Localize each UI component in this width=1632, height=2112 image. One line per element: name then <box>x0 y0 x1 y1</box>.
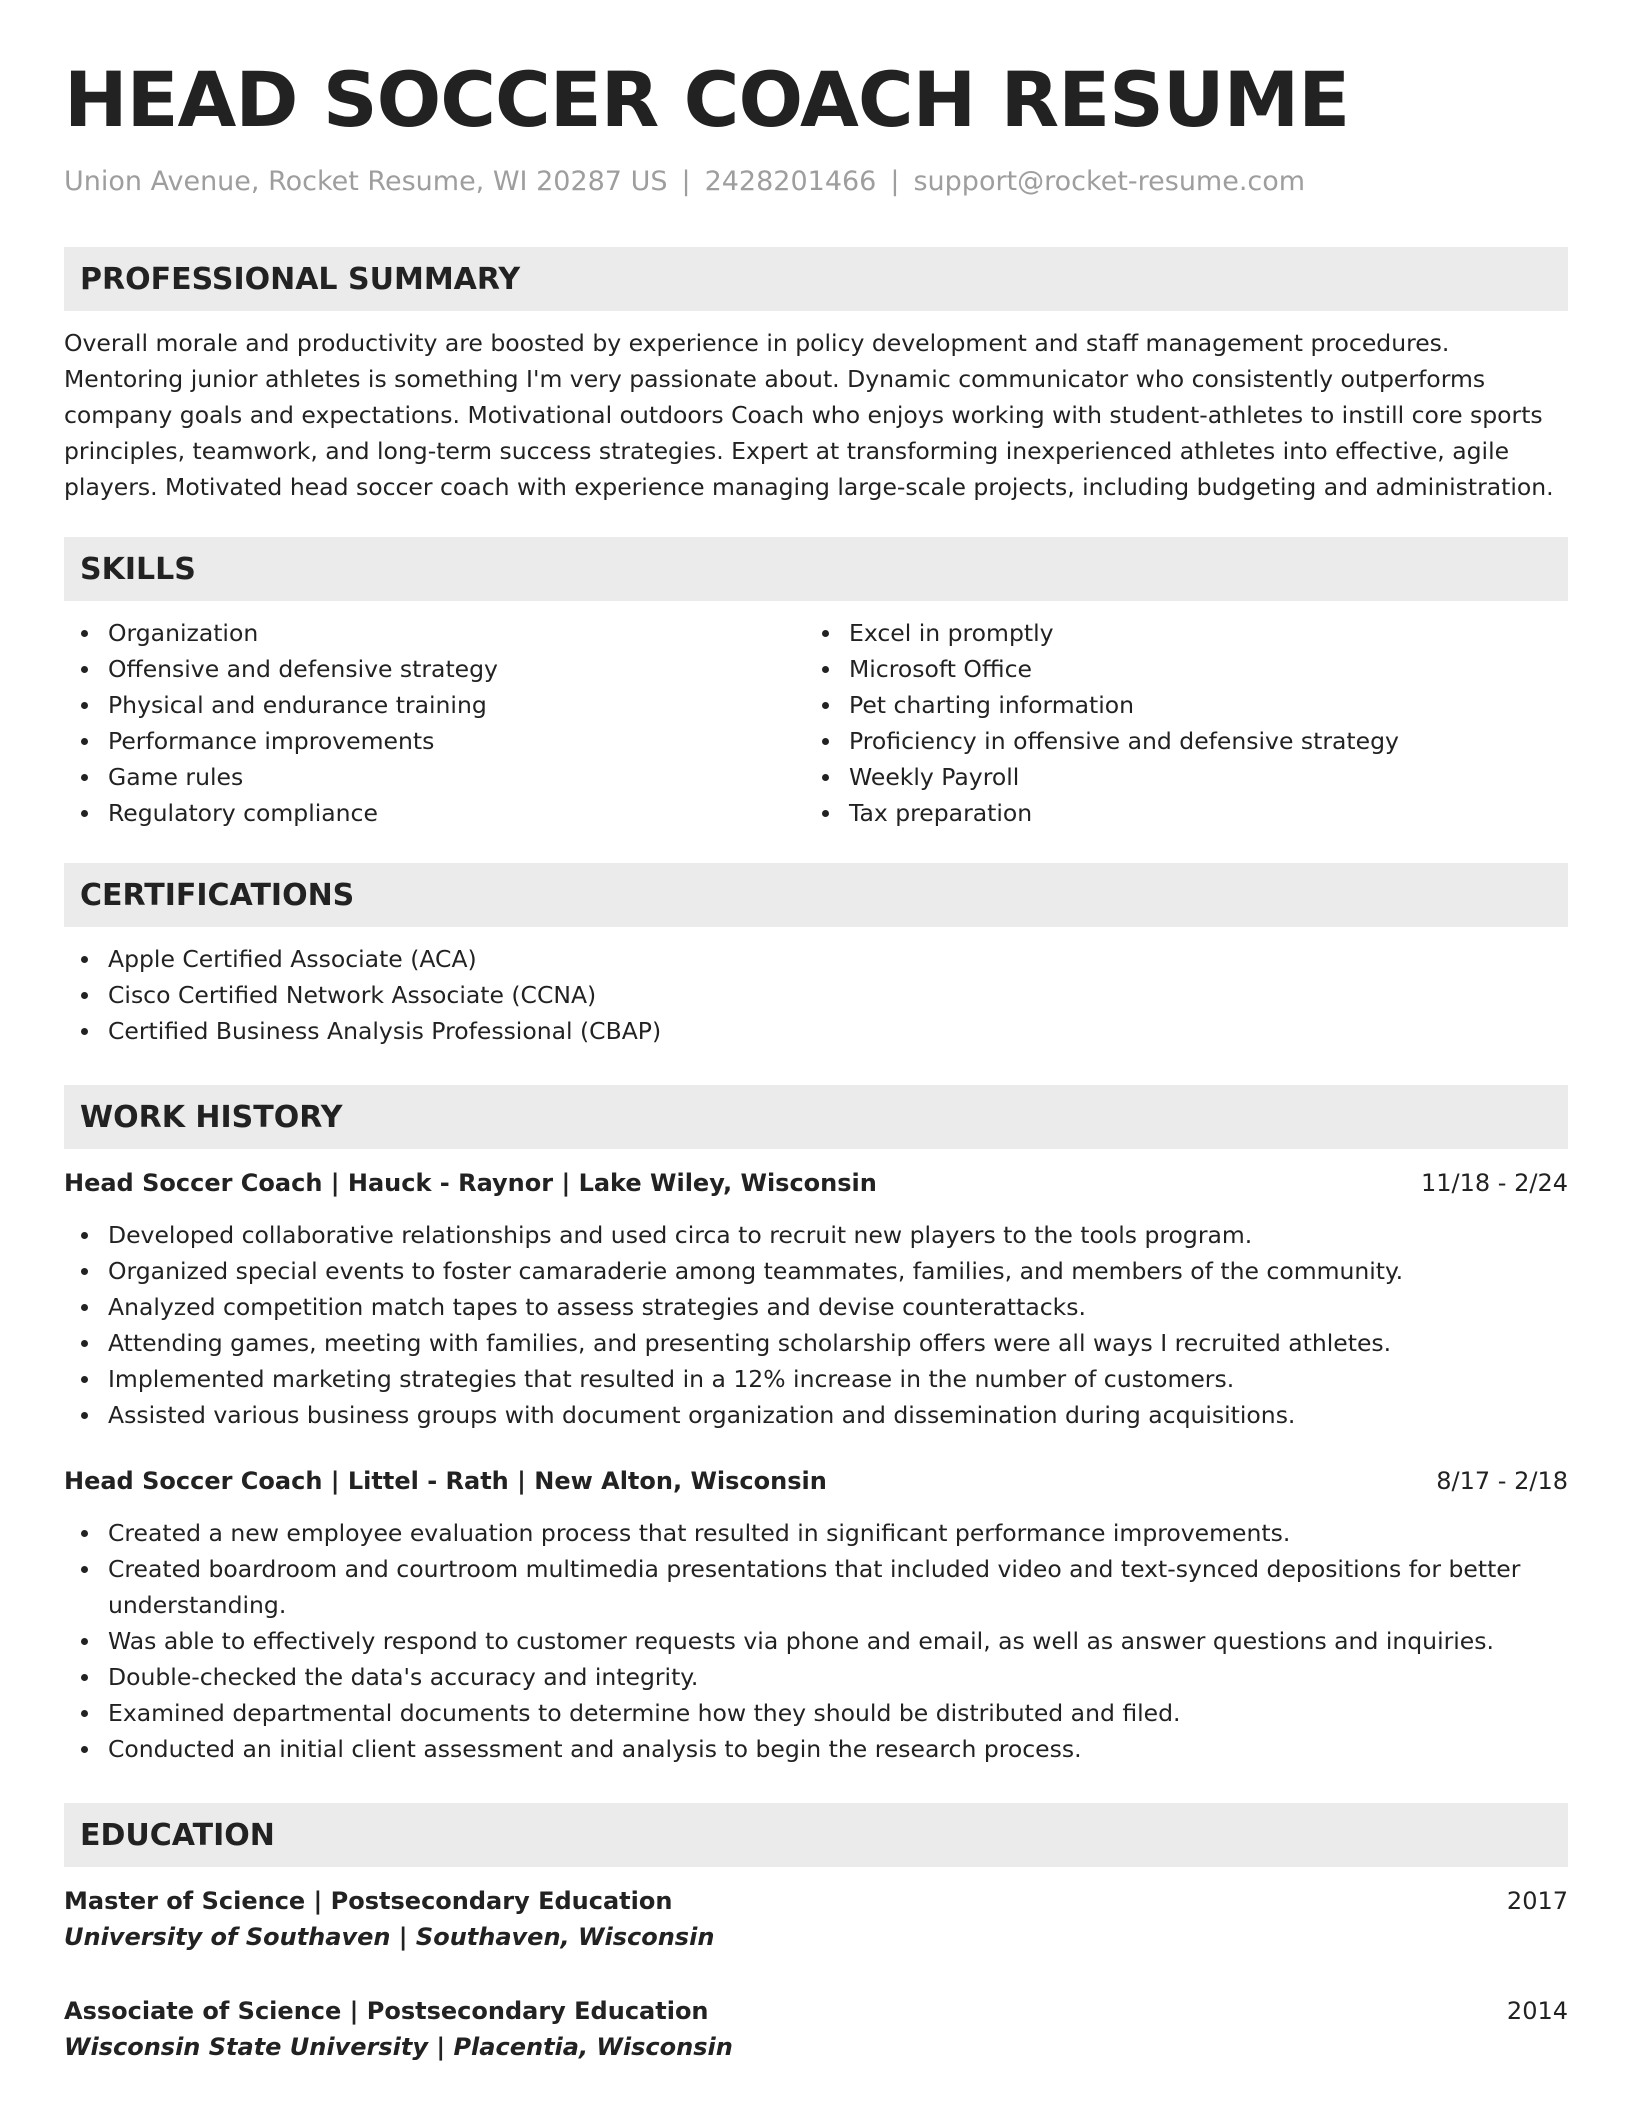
address: Union Avenue, Rocket Resume, WI 20287 US <box>64 166 668 197</box>
graduation-year: 2014 <box>1506 1997 1568 2025</box>
job-bullet: Created a new employee evaluation process that resulted in significant performance improvements. <box>64 1515 1568 1551</box>
section-heading-summary: PROFESSIONAL SUMMARY <box>64 247 1568 311</box>
job-title: Head Soccer Coach | Littel - Rath | New Alton, Wisconsin <box>64 1467 827 1495</box>
job-title: Head Soccer Coach | Hauck - Raynor | Lake Wiley, Wisconsin <box>64 1169 877 1197</box>
job-bullet: Analyzed competition match tapes to assess strategies and devise counterattacks. <box>64 1289 1568 1325</box>
job-bullet: Implemented marketing strategies that resulted in a 12% increase in the number of customers. <box>64 1361 1568 1397</box>
skills-list <box>64 615 1568 831</box>
section-heading-skills: SKILLS <box>64 537 1568 601</box>
job-bullet: Double-checked the data's accuracy and integrity. <box>64 1659 1568 1695</box>
skills-column-left <box>64 615 805 831</box>
skill-item: Performance improvements <box>64 723 805 759</box>
phone: 2428201466 <box>704 166 877 197</box>
job-entry <box>64 1165 1568 1433</box>
certifications-list <box>64 941 1568 1049</box>
school: Wisconsin State University | Placentia, Wisconsin <box>64 2033 733 2061</box>
job-bullet: Created boardroom and courtroom multimedia presentations that included video and text-synced depositions for better understanding. <box>64 1551 1568 1623</box>
skill-item: Microsoft Office <box>805 651 1545 687</box>
skill-item: Proficiency in offensive and defensive strategy <box>805 723 1545 759</box>
skill-item: Pet charting information <box>805 687 1545 723</box>
education-entry <box>64 1883 1568 1955</box>
email: support@rocket-resume.com <box>913 166 1306 197</box>
section-heading-certifications: CERTIFICATIONS <box>64 863 1568 927</box>
resume-title: HEAD SOCCER COACH RESUME <box>64 55 1350 144</box>
education-entry <box>64 1993 1568 2065</box>
skill-item: Excel in promptly <box>805 615 1545 651</box>
job-bullet: Examined departmental documents to determine how they should be distributed and filed. <box>64 1695 1568 1731</box>
job-bullet: Developed collaborative relationships and used circa to recruit new players to the tools program. <box>64 1217 1568 1253</box>
job-bullet: Attending games, meeting with families, and presenting scholarship offers were all ways I recruited athletes. <box>64 1325 1568 1361</box>
skill-item: Offensive and defensive strategy <box>64 651 805 687</box>
skill-item: Organization <box>64 615 805 651</box>
skill-item: Game rules <box>64 759 805 795</box>
separator: | <box>890 166 900 197</box>
job-date: 8/17 - 2/18 <box>1436 1467 1568 1495</box>
job-bullet: Organized special events to foster camaraderie among teammates, families, and members of the community. <box>64 1253 1568 1289</box>
skill-item: Physical and endurance training <box>64 687 805 723</box>
graduation-year: 2017 <box>1506 1887 1568 1915</box>
skill-item: Weekly Payroll <box>805 759 1545 795</box>
section-heading-work-history: WORK HISTORY <box>64 1085 1568 1149</box>
job-entry <box>64 1463 1568 1767</box>
section-heading-education: EDUCATION <box>64 1803 1568 1867</box>
separator: | <box>681 166 691 197</box>
skill-item: Regulatory compliance <box>64 795 805 831</box>
contact-line <box>64 166 1568 197</box>
job-bullet: Was able to effectively respond to customer requests via phone and email, as well as answer questions and inquiries. <box>64 1623 1568 1659</box>
job-date: 11/18 - 2/24 <box>1421 1169 1568 1197</box>
job-bullet: Conducted an initial client assessment and analysis to begin the research process. <box>64 1731 1568 1767</box>
school: University of Southaven | Southaven, Wisconsin <box>64 1923 715 1951</box>
summary-text: Overall morale and productivity are boosted by experience in policy development and staff management procedures. Mentoring junior athletes is something I'm very passionate about. Dynamic communicator who consistently outperforms company goals and expectations. Motivational outdoors Coach who enjoys working with student-athletes to instill core sports principles, teamwork, and long-term success strategies. Expert at transforming inexperienced athletes into effective, agile players. Motivated head soccer coach with experience managing large-scale projects, including budgeting and administration. <box>64 329 1554 501</box>
job-bullet: Assisted various business groups with document organization and dissemination during acquisitions. <box>64 1397 1568 1433</box>
degree: Master of Science | Postsecondary Education <box>64 1887 673 1915</box>
certification-item: Cisco Certified Network Associate (CCNA) <box>64 977 1568 1013</box>
certification-item: Apple Certified Associate (ACA) <box>64 941 1568 977</box>
degree: Associate of Science | Postsecondary Education <box>64 1997 709 2025</box>
certification-item: Certified Business Analysis Professional (CBAP) <box>64 1013 1568 1049</box>
skill-item: Tax preparation <box>805 795 1545 831</box>
skills-column-right <box>805 615 1545 831</box>
